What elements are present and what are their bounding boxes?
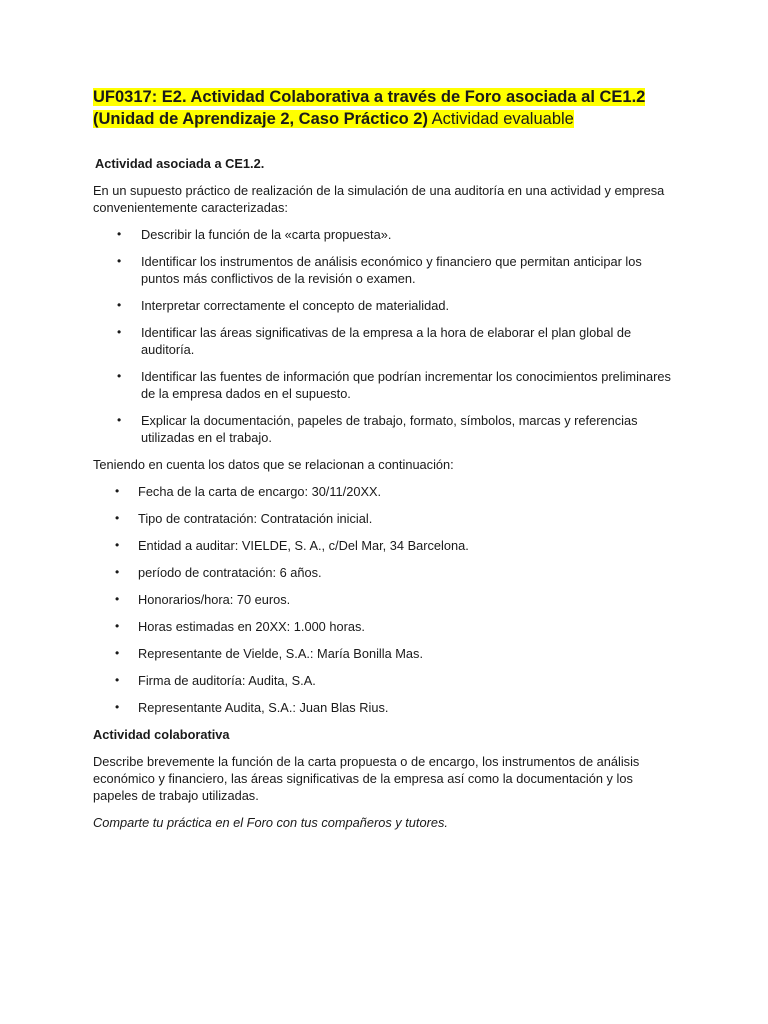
- bullet-icon: •: [117, 413, 122, 427]
- document-title: [93, 86, 693, 130]
- list-item-text: Explicar la documentación, papeles de trabajo, formato, símbolos, marcas y referencias utilizadas en el trabajo.: [141, 413, 638, 445]
- list-item: [93, 618, 673, 635]
- list-item-text: Honorarios/hora: 70 euros.: [138, 592, 291, 607]
- list-item: [93, 537, 673, 554]
- list-item: [93, 253, 673, 287]
- section2-intro: Teniendo en cuenta los datos que se relacionan a continuación:: [93, 457, 454, 472]
- title-bold: UF0317: E2. Actividad Colaborativa a través de Foro asociada al CE1.2 (Unidad de Aprendizaje 2, Caso Práctico 2): [93, 88, 646, 128]
- list-item: [93, 297, 673, 314]
- title-normal: Actividad evaluable: [427, 110, 574, 128]
- list-item-text: Horas estimadas en 20XX: 1.000 horas.: [138, 619, 365, 634]
- list-item-text: Identificar las áreas significativas de la empresa a la hora de elaborar el plan global de auditoría.: [141, 325, 632, 357]
- list-item-text: Identificar las fuentes de información que podrían incrementar los conocimientos preliminares de la empresa dados en el supuesto.: [141, 369, 671, 401]
- list-item-text: Firma de auditoría: Audita, S.A.: [138, 673, 316, 688]
- list-item-text: Interpretar correctamente el concepto de materialidad.: [141, 298, 450, 313]
- closing-note: Comparte tu práctica en el Foro con tus compañeros y tutores.: [93, 815, 448, 830]
- list-item-text: Representante de Vielde, S.A.: María Bonilla Mas.: [138, 646, 424, 661]
- objectives-list: [93, 226, 673, 446]
- data-list: [93, 483, 673, 716]
- bullet-icon: •: [115, 619, 120, 633]
- list-item-text: Describir la función de la «carta propuesta».: [141, 227, 392, 242]
- list-item-text: Fecha de la carta de encargo: 30/11/20XX.: [138, 484, 382, 499]
- list-item: [93, 591, 673, 608]
- bullet-icon: •: [115, 538, 120, 552]
- document-body: [93, 155, 673, 841]
- section3-text: Describe brevemente la función de la carta propuesta o de encargo, los instrumentos de análisis económico y financiero, las áreas significativas de la empresa así como la documentación y los papeles de trabajo utilizadas.: [93, 754, 640, 803]
- bullet-icon: •: [115, 673, 120, 687]
- bullet-icon: •: [117, 298, 122, 312]
- list-item: [93, 672, 673, 689]
- list-item-text: Representante Audita, S.A.: Juan Blas Rius.: [138, 700, 389, 715]
- bullet-icon: •: [115, 511, 120, 525]
- bullet-icon: •: [117, 227, 122, 241]
- list-item-text: Tipo de contratación: Contratación inicial.: [138, 511, 373, 526]
- list-item-text: Entidad a auditar: VIELDE, S. A., c/Del Mar, 34 Barcelona.: [138, 538, 469, 553]
- list-item-text: período de contratación: 6 años.: [138, 565, 322, 580]
- bullet-icon: •: [115, 484, 120, 498]
- bullet-icon: •: [117, 369, 122, 383]
- bullet-icon: •: [117, 254, 122, 268]
- list-item-text: Identificar los instrumentos de análisis económico y financiero que permitan anticipar los puntos más conflictivos de la revisión o examen.: [141, 254, 642, 286]
- list-item: [93, 368, 673, 402]
- section3-heading: Actividad colaborativa: [93, 727, 230, 742]
- list-item: [93, 412, 673, 446]
- list-item: [93, 324, 673, 358]
- list-item: [93, 645, 673, 662]
- bullet-icon: •: [115, 700, 120, 714]
- bullet-icon: •: [115, 646, 120, 660]
- bullet-icon: •: [117, 325, 122, 339]
- bullet-icon: •: [115, 565, 120, 579]
- list-item: [93, 226, 673, 243]
- list-item: [93, 564, 673, 581]
- list-item: [93, 699, 673, 716]
- section1-intro: En un supuesto práctico de realización de la simulación de una auditoría en una actividad y empresa convenientemente caracterizadas:: [93, 183, 665, 215]
- list-item: [93, 510, 673, 527]
- bullet-icon: •: [115, 592, 120, 606]
- list-item: [93, 483, 673, 500]
- title-highlight: [93, 88, 645, 128]
- section1-heading: Actividad asociada a CE1.2.: [95, 156, 265, 171]
